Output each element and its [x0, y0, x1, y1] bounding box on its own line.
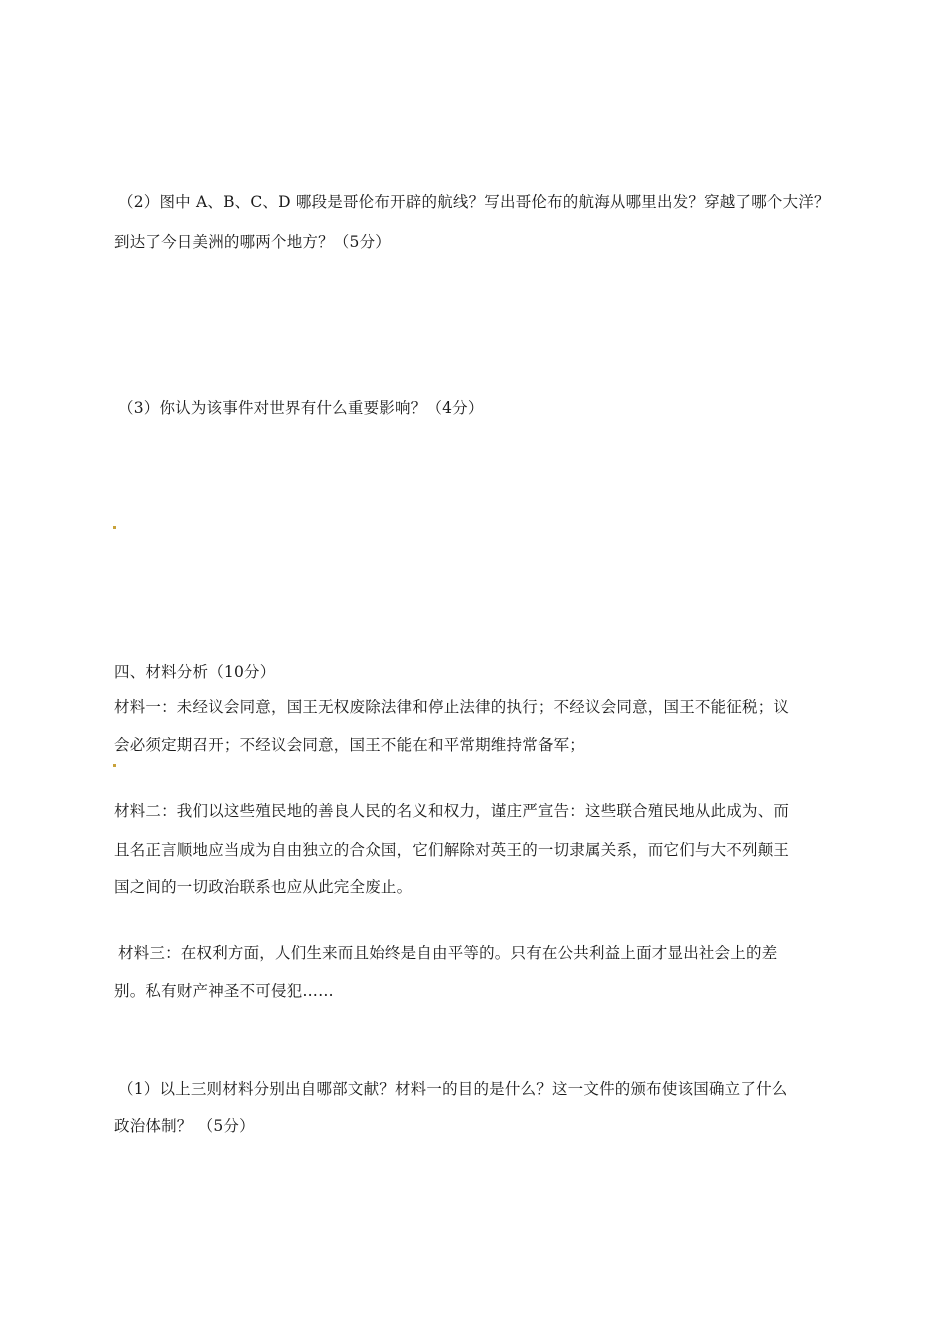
material-1-line-1: 材料一：未经议会同意，国王无权废除法律和停止法律的执行；不经议会同意，国王不能征税；议 — [114, 698, 790, 716]
section-4-heading: 四、材料分析（10分） — [114, 663, 276, 681]
material-2-line-2: 且名正言顺地应当成为自由独立的合众国，它们解除对英王的一切隶属关系，而它们与大不列颠王 — [114, 841, 790, 859]
question-2-line-1: （2）图中 A、B、C、D 哪段是哥伦布开辟的航线？写出哥伦布的航海从哪里出发？穿越了哪个大洋？ — [118, 193, 830, 211]
question-2-line-2: 到达了今日美洲的哪两个地方？（5分） — [114, 233, 391, 251]
material-1-line-2: 会必须定期召开；不经议会同意，国王不能在和平常期维持常备军； — [114, 736, 586, 754]
section-4-question-1-line-1: （1）以上三则材料分别出自哪部文献？材料一的目的是什么？这一文件的颁布使该国确立了什么 — [118, 1080, 788, 1098]
material-2-line-1: 材料二：我们以这些殖民地的善良人民的名义和权力，谨庄严宣告：这些联合殖民地从此成为、而 — [114, 802, 790, 820]
material-3-line-2: 别。私有财产神圣不可侵犯…… — [114, 982, 334, 1000]
material-3-line-1: 材料三：在权利方面，人们生来而且始终是自由平等的。只有在公共利益上面才显出社会上的差 — [118, 944, 778, 962]
yellow-dot-mark — [113, 526, 116, 529]
section-4-question-1-line-2: 政治体制？ （5分） — [114, 1117, 255, 1135]
question-3-line-1: （3）你认为该事件对世界有什么重要影响？（4分） — [118, 399, 484, 417]
yellow-dot-mark — [113, 764, 116, 767]
material-2-line-3: 国之间的一切政治联系也应从此完全废止。 — [114, 878, 413, 896]
